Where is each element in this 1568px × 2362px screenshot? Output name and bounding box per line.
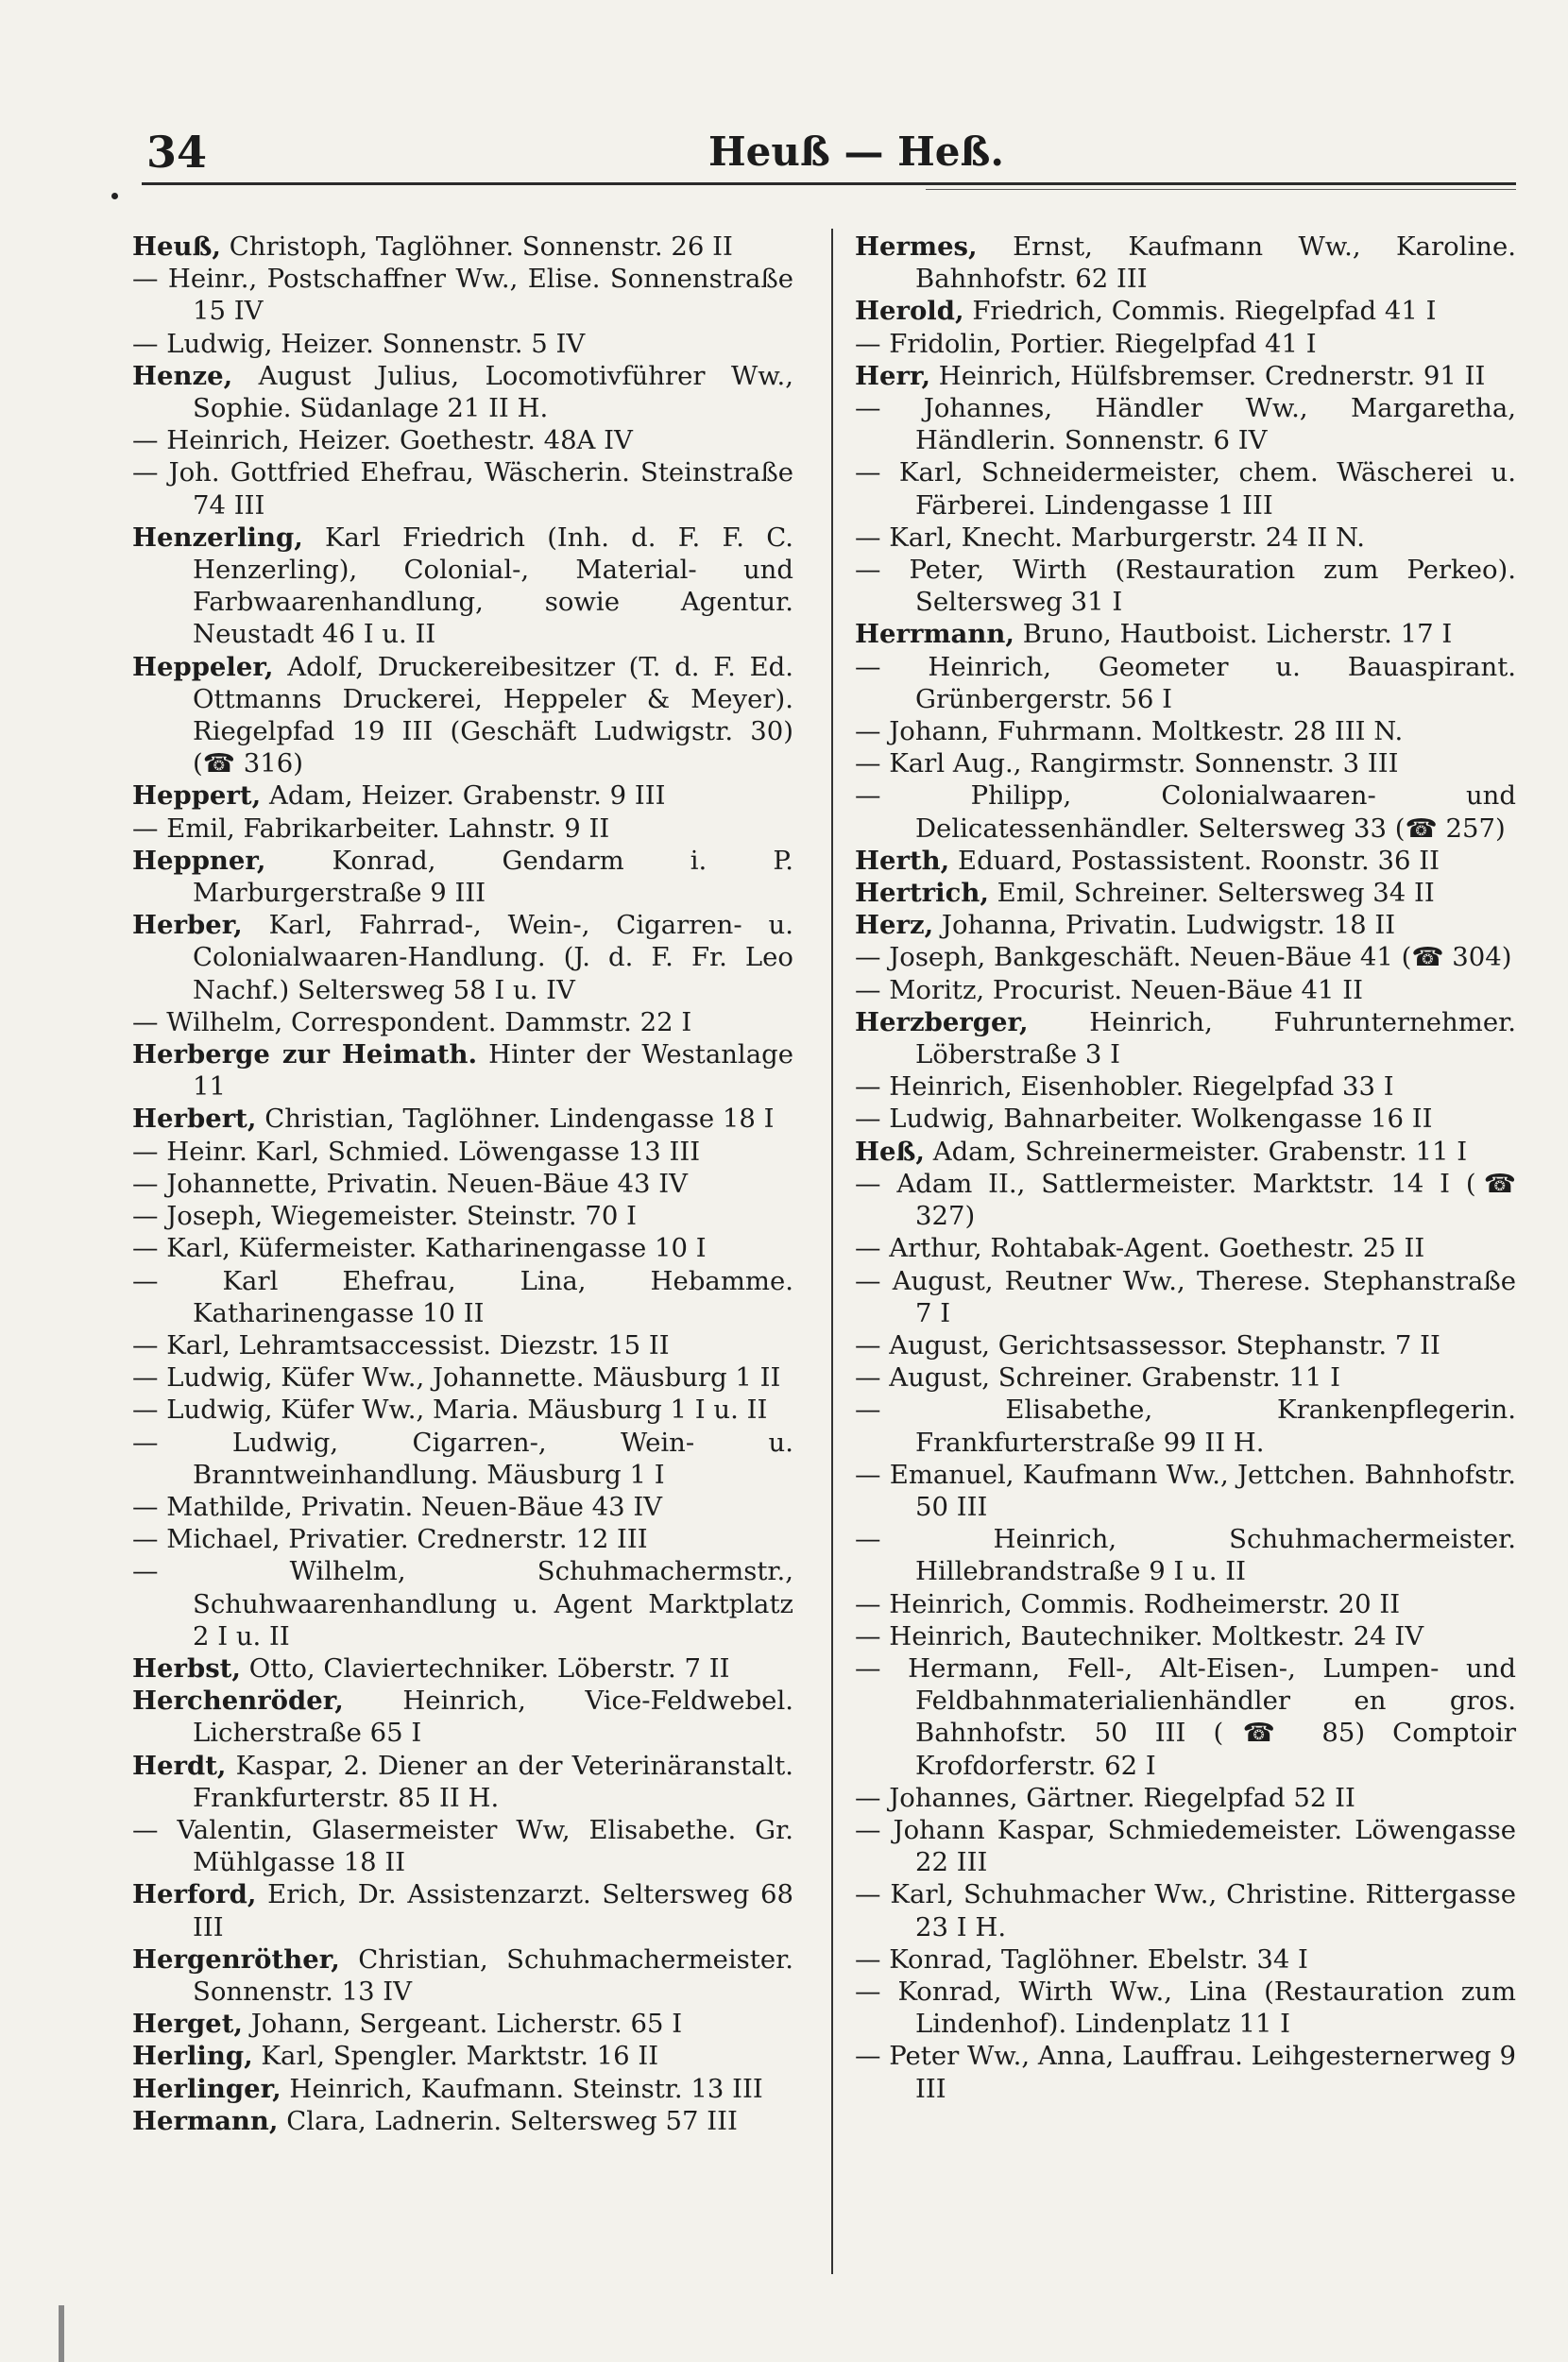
entry-text: — Konrad, Taglöhner. Ebelstr. 34 I [855, 1943, 1308, 1975]
entry-surname: Herlinger, [132, 2073, 281, 2104]
entry-text: Clara, Ladnerin. Seltersweg 57 III [286, 2105, 738, 2136]
directory-entry [132, 779, 793, 812]
entry-surname: Herber, [132, 910, 243, 941]
entry-surname: Herold, [855, 296, 964, 327]
entry-text: Kaspar, 2. Diener an der Veterinäranstalt. Frankfurterstr. 85 II H. [193, 1750, 794, 1813]
directory-entry [132, 263, 793, 327]
directory-entry [132, 845, 793, 909]
entry-surname: Herr, [855, 360, 931, 391]
entry-surname: Herberge zur Heimath. [132, 1039, 478, 1070]
entry-text: — Emil, Fabrikarbeiter. Lahnstr. 9 II [132, 813, 610, 844]
entry-text: — Joh. Gottfried Ehefrau, Wäscherin. Steinstraße 74 III [132, 457, 793, 521]
directory-entry [855, 1136, 1516, 1168]
directory-entry [855, 1459, 1516, 1523]
entry-text: — Elisabethe, Krankenpflegerin. Frankfurterstraße 99 II H. [855, 1395, 1516, 1458]
entry-text: Heinrich, Vice-Feldwebel. Licherstraße 65 I [193, 1686, 793, 1749]
entry-surname: Heppner, [132, 845, 266, 876]
entry-text: — August, Gerichtsassessor. Stephanstr. 7 II [855, 1329, 1440, 1361]
entry-text: Hinter der Westanlage 11 [193, 1039, 793, 1103]
entry-surname: Herz, [855, 910, 934, 941]
directory-entry [132, 1265, 793, 1329]
entry-text: Heinrich, Kaufmann. Steinstr. 13 III [289, 2073, 763, 2104]
left-column [132, 231, 793, 2137]
directory-entry [132, 1652, 793, 1685]
entry-surname: Hergenröther, [132, 1943, 340, 1975]
directory-entry [855, 392, 1516, 456]
entry-text: — Ludwig, Bahnarbeiter. Wolkengasse 16 II [855, 1104, 1433, 1135]
entry-text: — Johannette, Privatin. Neuen-Bäue 43 IV [132, 1168, 689, 1199]
directory-entry [132, 1103, 793, 1135]
directory-entry [855, 1103, 1516, 1135]
directory-entry [855, 522, 1516, 554]
entry-surname: Herling, [132, 2041, 253, 2072]
entry-text: — Karl, Knecht. Marburgerstr. 24 II N. [855, 522, 1365, 553]
right-column [855, 231, 1516, 2105]
entry-text: — Hermann, Fell-, Alt-Eisen-, Lumpen- und Feldbahnmaterialienhändler en gros. Bahnhofstr. 50 III (☎ 85) Comptoir Krofdorferstr. 62 I [855, 1652, 1516, 1781]
entry-surname: Herbert, [132, 1104, 257, 1135]
directory-entry [132, 1555, 793, 1652]
entry-text: — August, Reutner Ww., Therese. Stephanstraße 7 I [855, 1265, 1516, 1328]
entry-text: — Wilhelm, Correspondent. Dammstr. 22 I [132, 1006, 692, 1037]
directory-entry [132, 1427, 793, 1491]
entry-text: — Karl, Schneidermeister, chem. Wäscherei u. Färberei. Lindengasse 1 III [855, 457, 1516, 521]
directory-entry [132, 1685, 793, 1749]
entry-text: — Heinrich, Geometer u. Bauaspirant. Grünbergerstr. 56 I [855, 651, 1516, 714]
directory-entry [855, 1620, 1516, 1652]
directory-entry [132, 1136, 793, 1168]
entry-surname: Herzberger, [855, 1006, 1029, 1037]
directory-entry [132, 1006, 793, 1038]
running-head: Heuß — Heß. [708, 128, 1005, 175]
directory-entry [132, 360, 793, 424]
directory-entry [855, 909, 1516, 941]
entry-surname: Heppert, [132, 780, 262, 812]
entry-surname: Herth, [855, 845, 950, 876]
directory-entry [132, 2105, 793, 2137]
entry-text: — Heinrich, Bautechniker. Moltkestr. 24 IV [855, 1620, 1424, 1652]
entry-text: — Heinr., Postschaffner Ww., Elise. Sonnenstraße 15 IV [132, 264, 793, 327]
directory-entry [855, 1588, 1516, 1620]
header-rule-thin [926, 189, 1516, 190]
entry-surname: Henzerling, [132, 522, 303, 553]
entry-text: — Moritz, Procurist. Neuen-Bäue 41 II [855, 974, 1363, 1005]
directory-entry [855, 779, 1516, 844]
entry-text: — Arthur, Rohtabak-Agent. Goethestr. 25 II [855, 1233, 1425, 1264]
entry-text: Ernst, Kaufmann Ww., Karoline. Bahnhofstr. 62 III [915, 231, 1516, 295]
entry-text: — Karl Aug., Rangirmstr. Sonnenstr. 3 III [855, 748, 1399, 779]
directory-entry [132, 1038, 793, 1103]
directory-entry [855, 618, 1516, 650]
entry-text: Konrad, Gendarm i. P. Marburgerstraße 9 III [193, 845, 793, 909]
directory-entry [132, 813, 793, 845]
entry-text: — Wilhelm, Schuhmachermstr., Schuhwaarenhandlung u. Agent Marktplatz 2 I u. II [132, 1556, 793, 1652]
directory-entry [132, 909, 793, 1006]
entry-text: Bruno, Hautboist. Licherstr. 17 I [1022, 619, 1453, 650]
entry-surname: Herbst, [132, 1652, 241, 1684]
entry-text: — Heinr. Karl, Schmied. Löwengasse 13 III [132, 1136, 701, 1167]
entry-text: — Ludwig, Küfer Ww., Maria. Mäusburg 1 I u. II [132, 1395, 768, 1426]
entry-surname: Heß, [855, 1136, 925, 1167]
entry-text: — Mathilde, Privatin. Neuen-Bäue 43 IV [132, 1491, 663, 1522]
entry-text: Karl Friedrich (Inh. d. F. F. C. Henzerling), Colonial-, Material- und Farbwaarenhandlung, sowie Agentur. Neustadt 46 I u. II [193, 522, 793, 650]
directory-entry [132, 424, 793, 456]
directory-entry [132, 1361, 793, 1394]
directory-entry [855, 231, 1516, 295]
entry-text: — Ludwig, Cigarren-, Wein- u. Branntweinhandlung. Mäusburg 1 I [132, 1427, 793, 1490]
directory-entry [132, 231, 793, 263]
directory-entry [855, 328, 1516, 360]
directory-entry [132, 2073, 793, 2105]
directory-entry [132, 1200, 793, 1232]
entry-text: — Karl, Küfermeister. Katharinengasse 10 I [132, 1233, 707, 1264]
entry-text: Johann, Sergeant. Licherstr. 65 I [250, 2009, 683, 2040]
entry-text: Johanna, Privatin. Ludwigstr. 18 II [941, 910, 1396, 941]
entry-text: — Karl, Lehramtsaccessist. Diezstr. 15 II [132, 1329, 670, 1361]
directory-entry [855, 1394, 1516, 1458]
directory-entry [855, 974, 1516, 1006]
scan-edge-mark [59, 2305, 64, 2362]
entry-text: — Johann, Fuhrmann. Moltkestr. 28 III N. [855, 716, 1404, 747]
entry-text: — Heinrich, Eisenhobler. Riegelpfad 33 I [855, 1071, 1394, 1103]
directory-entry [855, 295, 1516, 327]
directory-entry [855, 1814, 1516, 1878]
directory-entry [855, 747, 1516, 779]
entry-text: Heinrich, Hülfsbremser. Crednerstr. 91 II [938, 360, 1486, 391]
directory-entry [132, 522, 793, 651]
directory-entry [855, 1168, 1516, 1232]
entry-text: — Peter Ww., Anna, Lauffrau. Leihgesternerweg 9 III [855, 2041, 1516, 2104]
directory-entry [855, 715, 1516, 747]
directory-entry [855, 1878, 1516, 1943]
entry-text: — Ludwig, Küfer Ww., Johannette. Mäusburg 1 II [132, 1362, 781, 1394]
entry-surname: Hertrich, [855, 878, 989, 909]
directory-entry [132, 1329, 793, 1361]
directory-entry [855, 1782, 1516, 1814]
entry-text: — Adam II., Sattlermeister. Marktstr. 14 I (☎ 327) [855, 1168, 1516, 1232]
directory-entry [855, 1523, 1516, 1587]
directory-entry [855, 1232, 1516, 1264]
entry-surname: Hermann, [132, 2105, 279, 2136]
directory-entry [132, 1878, 793, 1943]
entry-surname: Heppeler, [132, 651, 274, 682]
entry-text: — Peter, Wirth (Restauration zum Perkeo). Seltersweg 31 I [855, 555, 1516, 618]
directory-entry [132, 1232, 793, 1264]
entry-text: Friedrich, Commis. Riegelpfad 41 I [972, 296, 1437, 327]
directory-entry [855, 1652, 1516, 1782]
directory-entry [132, 1394, 793, 1426]
directory-entry [132, 1814, 793, 1878]
entry-text: — Heinrich, Heizer. Goethestr. 48A IV [132, 425, 633, 456]
directory-entry [855, 1070, 1516, 1103]
directory-entry [855, 360, 1516, 392]
entry-text: — Karl, Schuhmacher Ww., Christine. Rittergasse 23 I H. [855, 1879, 1516, 1943]
margin-dot [111, 193, 118, 199]
directory-entry [855, 2040, 1516, 2104]
directory-entry [132, 1168, 793, 1200]
directory-entry [132, 2040, 793, 2072]
directory-entry [132, 328, 793, 360]
directory-entry [855, 941, 1516, 973]
directory-entry [132, 1750, 793, 1814]
entry-text: Christian, Taglöhner. Lindengasse 18 I [264, 1104, 775, 1135]
entry-text: — Emanuel, Kaufmann Ww., Jettchen. Bahnhofstr. 50 III [855, 1459, 1516, 1522]
entry-text: Karl, Fahrrad-, Wein-, Cigarren- u. Colonialwaaren-Handlung. (J. d. F. Fr. Leo Nachf.) Seltersweg 58 I u. IV [193, 910, 793, 1005]
page-number: 34 [146, 127, 208, 178]
directory-entry [855, 1329, 1516, 1361]
entry-text: Christoph, Taglöhner. Sonnenstr. 26 II [229, 231, 733, 262]
entry-text: Otto, Claviertechniker. Löberstr. 7 II [248, 1652, 730, 1684]
entry-text: — Heinrich, Schuhmachermeister. Hillebrandstraße 9 I u. II [855, 1524, 1516, 1587]
entry-text: — Joseph, Bankgeschäft. Neuen-Bäue 41 (☎ 304) [855, 942, 1512, 973]
entry-surname: Herford, [132, 1879, 257, 1910]
directory-entry [855, 1976, 1516, 2040]
entry-text: Erich, Dr. Assistenzarzt. Seltersweg 68 III [193, 1879, 793, 1943]
directory-entry [855, 554, 1516, 618]
entry-surname: Herdt, [132, 1750, 227, 1781]
entry-text: Adolf, Druckereibesitzer (T. d. F. Ed. Ottmanns Druckerei, Heppeler & Meyer). Riegelpfad 19 III (Geschäft Ludwigstr. 30) (☎ 316) [193, 651, 793, 779]
directory-entry [855, 877, 1516, 909]
directory-entry [855, 845, 1516, 877]
entry-surname: Henze, [132, 360, 233, 391]
directory-entry [132, 1491, 793, 1523]
entry-text: Heinrich, Fuhrunternehmer. Löberstraße 3 I [915, 1006, 1516, 1070]
directory-entry [132, 651, 793, 780]
entry-text: — Johann Kaspar, Schmiedemeister. Löwengasse 22 III [855, 1814, 1516, 1878]
entry-text: — Michael, Privatier. Crednerstr. 12 III [132, 1524, 648, 1555]
entry-text: Karl, Spengler. Marktstr. 16 II [261, 2041, 659, 2072]
entry-text: Adam, Heizer. Grabenstr. 9 III [268, 780, 666, 812]
entry-surname: Herget, [132, 2009, 243, 2040]
entry-surname: Herchenröder, [132, 1686, 344, 1717]
entry-text: — Philipp, Colonialwaaren- und Delicatessenhändler. Seltersweg 33 (☎ 257) [855, 780, 1516, 844]
entry-text: Christian, Schuhmachermeister. Sonnenstr. 13 IV [193, 1943, 793, 2007]
entry-text: Adam, Schreinermeister. Grabenstr. 11 I [932, 1136, 1468, 1167]
directory-entry [855, 1265, 1516, 1329]
entry-surname: Heuß, [132, 231, 221, 262]
entry-text: August Julius, Locomotivführer Ww., Sophie. Südanlage 21 II H. [193, 360, 793, 424]
entry-surname: Hermes, [855, 231, 978, 262]
entry-text: — Johannes, Händler Ww., Margaretha, Händlerin. Sonnenstr. 6 IV [855, 393, 1516, 456]
entry-text: — Johannes, Gärtner. Riegelpfad 52 II [855, 1782, 1355, 1813]
entry-text: — Karl Ehefrau, Lina, Hebamme. Katharinengasse 10 II [132, 1265, 793, 1328]
directory-entry [132, 2008, 793, 2040]
column-divider [831, 229, 833, 2274]
entry-surname: Herrmann, [855, 619, 1014, 650]
entry-text: — Heinrich, Commis. Rodheimerstr. 20 II [855, 1588, 1401, 1619]
entry-text: — Fridolin, Portier. Riegelpfad 41 I [855, 328, 1317, 359]
entry-text: Eduard, Postassistent. Roonstr. 36 II [958, 845, 1440, 876]
directory-entry [855, 1006, 1516, 1070]
header-rule [142, 182, 1516, 185]
directory-entry [855, 1361, 1516, 1394]
entry-text: Emil, Schreiner. Seltersweg 34 II [997, 878, 1435, 909]
entry-text: — Ludwig, Heizer. Sonnenstr. 5 IV [132, 328, 586, 359]
directory-entry [855, 651, 1516, 715]
entry-text: — August, Schreiner. Grabenstr. 11 I [855, 1362, 1341, 1394]
entry-text: — Joseph, Wiegemeister. Steinstr. 70 I [132, 1201, 637, 1232]
directory-entry [855, 1943, 1516, 1976]
entry-text: — Valentin, Glasermeister Ww, Elisabethe. Gr. Mühlgasse 18 II [132, 1814, 793, 1878]
directory-entry [855, 456, 1516, 521]
directory-entry [132, 1943, 793, 2008]
directory-entry [132, 1523, 793, 1555]
directory-entry [132, 456, 793, 521]
entry-text: — Konrad, Wirth Ww., Lina (Restauration zum Lindenhof). Lindenplatz 11 I [855, 1976, 1516, 2040]
